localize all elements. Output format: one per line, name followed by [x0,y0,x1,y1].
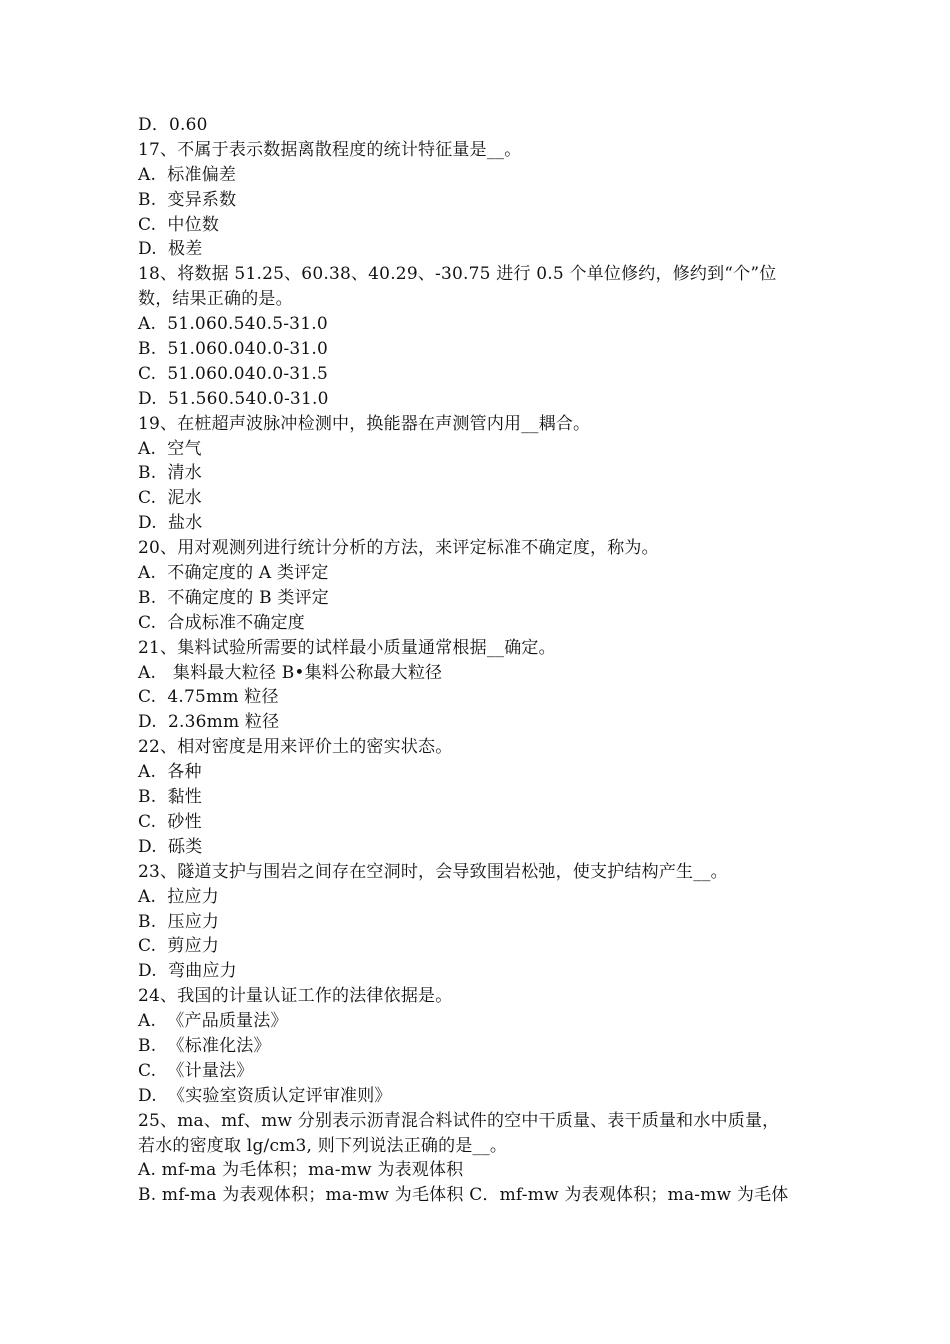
q17-option-c: C. 中位数 [138,214,220,235]
question-18: 18、将数据 51.25、60.38、40.29、-30.75 进行 0.5 个单位修约，修约到“个”位 [138,264,777,285]
q25-option-a: A. mf-ma 为毛体积；ma-mw 为表观体积 [138,1160,464,1181]
q17-option-d: D. 极差 [138,239,203,260]
question-18-continued: 数，结果正确的是。 [138,289,293,310]
question-text-body [138,113,828,1208]
question-25-continued: 若水的密度取 lg/cm3, 则下列说法正确的是__。 [138,1135,508,1156]
q21-option-c: C. 4.75mm 粒径 [138,687,279,708]
q20-option-a: A. 不确定度的 A 类评定 [138,563,329,584]
q25-option-b-c: B. mf-ma 为表观体积；ma-mw 为毛体积 C．mf-mw 为表观体积；ma-mw 为毛体 [138,1185,789,1206]
question-23: 23、隧道支护与围岩之间存在空洞时，会导致围岩松弛，使支护结构产生__。 [138,861,728,882]
q24-option-b: B. 《标准化法》 [138,1035,271,1056]
q19-option-d: D. 盐水 [138,513,203,534]
q24-option-d: D. 《实验室资质认定评审准则》 [138,1085,392,1106]
question-20: 20、用对观测列进行统计分析的方法，来评定标准不确定度，称为。 [138,538,659,559]
q22-option-d: D. 砾类 [138,836,203,857]
q23-option-a: A. 拉应力 [138,886,219,907]
question-17: 17、不属于表示数据离散程度的统计特征量是__。 [138,139,522,160]
option-d-previous: D．0.60 [138,115,208,135]
q22-option-b: B. 黏性 [138,787,202,808]
q23-option-b: B. 压应力 [138,911,220,932]
q19-option-b: B. 清水 [138,463,202,484]
q23-option-c: C. 剪应力 [138,936,220,957]
q22-option-a: A. 各种 [138,762,202,783]
question-22: 22、相对密度是用来评价土的密实状态。 [138,737,453,758]
q17-option-a: A. 标准偏差 [138,164,237,185]
q19-option-c: C. 泥水 [138,488,202,509]
q22-option-c: C. 砂性 [138,811,202,832]
q18-option-d: D. 51.560.540.0-31.0 [138,388,329,409]
q18-option-c: C. 51.060.040.0-31.5 [138,363,328,384]
q18-option-a: A. 51.060.540.5-31.0 [138,314,328,335]
q21-option-d: D. 2.36mm 粒径 [138,712,280,733]
q19-option-a: A. 空气 [138,438,202,459]
question-24: 24、我国的计量认证工作的法律依据是。 [138,986,453,1007]
q17-option-b: B. 变异系数 [138,189,237,210]
q21-option-a-b: A. 集料最大粒径 B•集料公称最大粒径 [138,662,443,683]
q24-option-a: A. 《产品质量法》 [138,1011,288,1032]
q24-option-c: C. 《计量法》 [138,1060,254,1081]
q20-option-c: C. 合成标准不确定度 [138,612,306,633]
question-19: 19、在桩超声波脉冲检测中，换能器在声测管内用__耦合。 [138,413,591,434]
q18-option-b: B. 51.060.040.0-31.0 [138,339,329,360]
question-21: 21、集料试验所需要的试样最小质量通常根据__确定。 [138,637,556,658]
question-25: 25、ma、mf、mw 分别表示沥青混合料试件的空中干质量、表干质量和水中质量， [138,1110,780,1131]
q20-option-b: B. 不确定度的 B 类评定 [138,587,330,608]
q23-option-d: D. 弯曲应力 [138,961,237,982]
